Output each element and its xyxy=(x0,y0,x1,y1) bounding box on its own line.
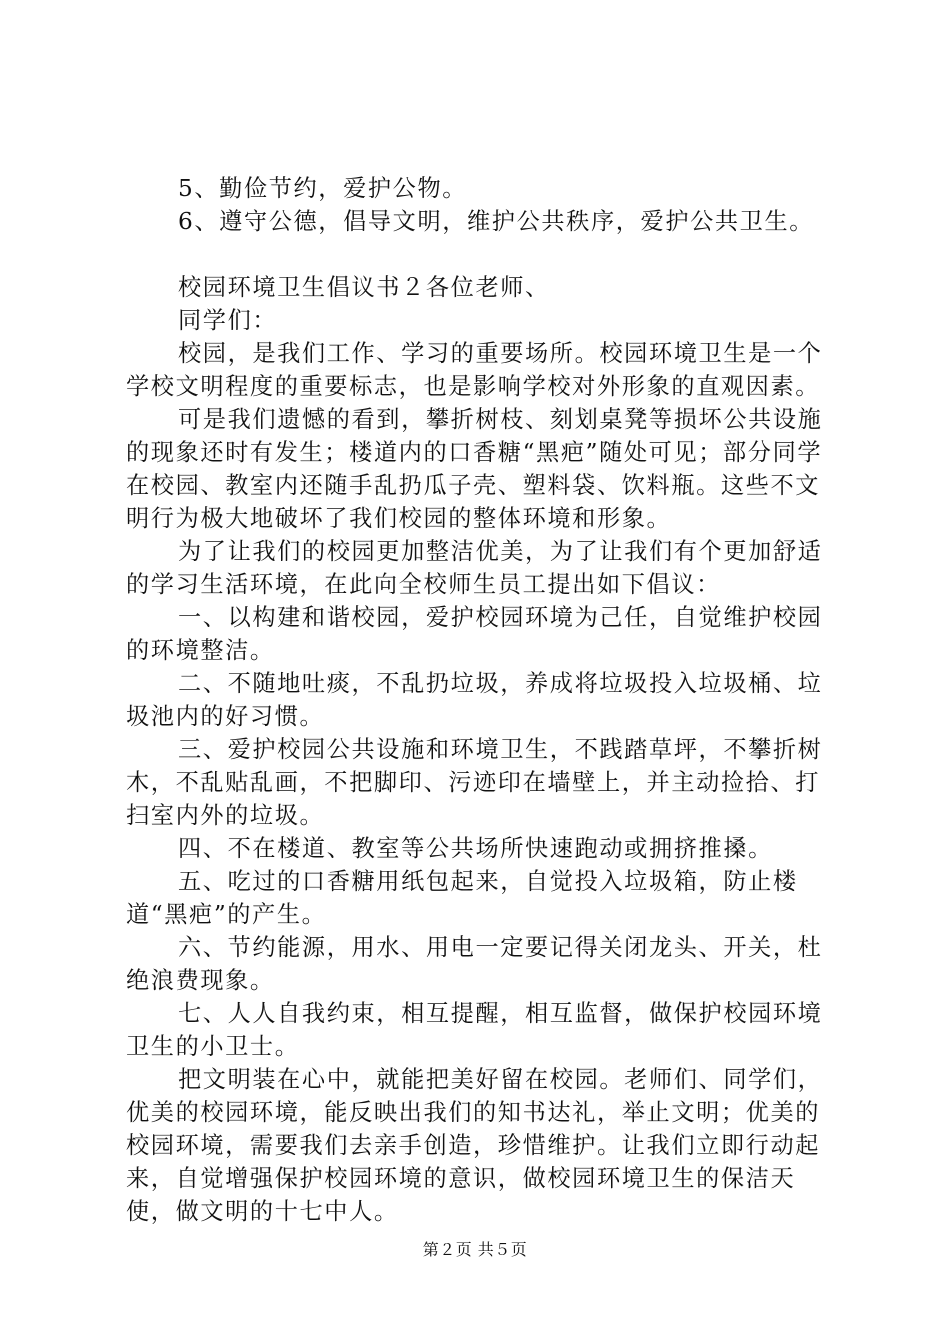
proposal-item-4: 四、不在楼道、教室等公共场所快速跑动或拥挤推搡。 xyxy=(178,835,773,862)
page-footer: 第２页 共５页 xyxy=(422,1240,528,1259)
paragraph-intro: 校园，是我们工作、学习的重要场所。校园环境卫生是一个学校文明程度的重要标志，也是影响学校对外形象的直观因素。 xyxy=(126,340,823,400)
paragraph-proposal-intro: 为了让我们的校园更加整洁优美，为了让我们有个更加舒适的学习生活环境，在此向全校师生员工提出如下倡议： xyxy=(126,538,823,598)
paragraph-item-5: 5、勤俭节约，爱护公物。 xyxy=(178,175,468,202)
proposal-item-5: 五、吃过的口香糖用纸包起来，自觉投入垃圾箱，防止楼道“黑疤”的产生。 xyxy=(126,868,798,928)
document-title: 校园环境卫生倡议书２各位老师、 xyxy=(178,274,550,301)
paragraph-closing: 把文明装在心中，就能把美好留在校园。老师们、同学们，优美的校园环境，能反映出我们的知书达礼，举止文明；优美的校园环境，需要我们去亲手创造，珍惜维护。让我们立即行动起来，自觉增强保护校园环境的意识，做校园环境卫生的保洁天使，做文明的十七中人。 xyxy=(126,1066,823,1225)
paragraph-item-6: 6、遵守公德，倡导文明，维护公共秩序，爱护公共卫生。 xyxy=(178,208,815,235)
paragraph-problem: 可是我们遗憾的看到，攀折树枝、刻划桌凳等损坏公共设施的现象还时有发生；楼道内的口香糖“黑疤”随处可见；部分同学在校园、教室内还随手乱扔瓜子壳、塑料袋、饮料瓶。这些不文明行为极大地破坏了我们校园的整体环境和形象。 xyxy=(126,406,823,532)
proposal-item-2: 二、不随地吐痰，不乱扔垃圾，养成将垃圾投入垃圾桶、垃圾池内的好习惯。 xyxy=(126,670,823,730)
proposal-item-7: 七、人人自我约束，相互提醒，相互监督，做保护校园环境卫生的小卫士。 xyxy=(126,1000,823,1060)
proposal-item-3: 三、爱护校园公共设施和环境卫生，不践踏草坪，不攀折树木，不乱贴乱画，不把脚印、污迹印在墙壁上，并主动捡拾、打扫室内外的垃圾。 xyxy=(126,736,823,829)
proposal-item-6: 六、节约能源，用水、用电一定要记得关闭龙头、开关，杜绝浪费现象。 xyxy=(126,934,823,994)
salutation: 同学们： xyxy=(178,307,278,334)
document-body xyxy=(126,172,828,1228)
proposal-item-1: 一、以构建和谐校园，爱护校园环境为己任，自觉维护校园的环境整洁。 xyxy=(126,604,823,664)
paragraph-spacer xyxy=(126,238,828,271)
